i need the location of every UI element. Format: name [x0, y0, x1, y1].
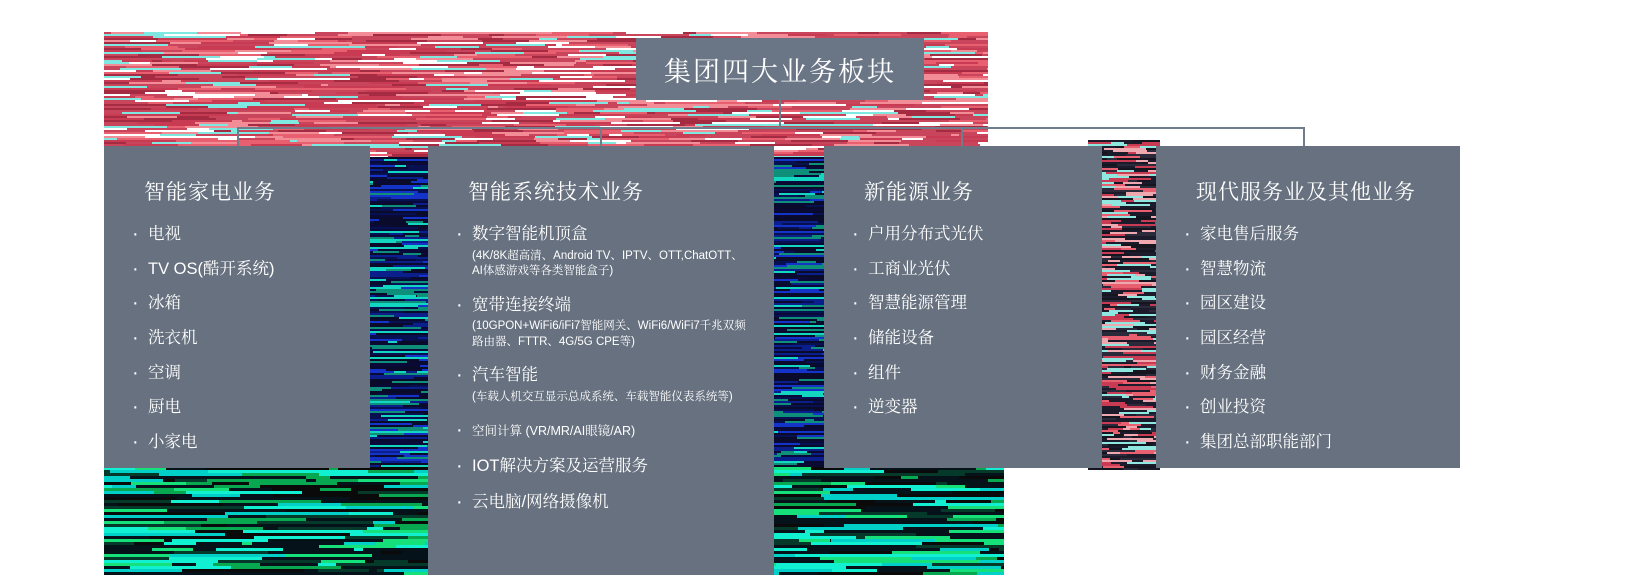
- list-item: [850, 293, 1076, 314]
- panel-heading: 新能源业务: [864, 181, 974, 204]
- list-item-label: 冰箱: [148, 294, 181, 313]
- list-item: [1182, 397, 1434, 418]
- connector-rail: [237, 127, 1305, 129]
- list-item-label: 园区经营: [1200, 328, 1266, 347]
- list-item: [1182, 293, 1434, 314]
- list-item-label: 电视: [148, 225, 181, 243]
- connector-branch-3: [961, 127, 963, 147]
- list-item: [454, 492, 748, 513]
- diagram-title-banner: [636, 38, 924, 100]
- panel-smart-appliances: [104, 146, 370, 468]
- list-item: [130, 224, 344, 245]
- panel-heading: 现代服务业及其他业务: [1196, 181, 1416, 204]
- list-item-label: 财务金融: [1200, 363, 1266, 382]
- list-item: [850, 363, 1076, 384]
- panel-modern-services: [1156, 146, 1460, 468]
- list-item: [130, 363, 344, 384]
- list-item: [454, 295, 748, 351]
- list-item: [130, 328, 344, 349]
- list-item: [454, 224, 748, 280]
- list-item-label: 小家电: [148, 432, 198, 451]
- list-item-label: TV OS(酷开系统): [148, 259, 275, 278]
- list-item-label: 储能设备: [868, 328, 934, 347]
- list-item-label: 工商业光伏: [868, 259, 951, 278]
- list-item-label: 洗衣机: [148, 328, 198, 347]
- panel-new-energy: [824, 146, 1102, 468]
- list-item-label: 空调: [148, 363, 181, 382]
- list-item: [1182, 328, 1434, 349]
- list-item: [850, 397, 1076, 418]
- list-item: [1182, 224, 1434, 245]
- list-item: [850, 328, 1076, 349]
- list-item: [1182, 259, 1434, 280]
- list-item-label: 厨电: [148, 398, 181, 417]
- list-item-detail: (10GPON+WiFi6/iFi7智能网关、WiFi6/WiFi7千兆双频路由器、FTTR、4G/5G CPE等): [472, 320, 746, 348]
- list-item-label: 汽车智能: [472, 366, 538, 385]
- connector-branch-4: [1303, 127, 1305, 147]
- list-item: [130, 432, 344, 453]
- list-item: [130, 259, 344, 280]
- list-item: [130, 397, 344, 418]
- list-item-label: 智慧能源管理: [868, 294, 967, 313]
- page-title: 集团四大业务板块: [664, 56, 896, 87]
- panel-item-list: [850, 224, 1076, 418]
- connector-branch-2: [600, 127, 602, 147]
- panel-item-list: [454, 224, 748, 512]
- list-item-label: 户用分布式光伏: [868, 225, 984, 243]
- list-item-label: 云电脑/网络摄像机: [472, 492, 609, 511]
- list-item: [1182, 363, 1434, 384]
- list-item: [454, 420, 748, 441]
- list-item: [130, 293, 344, 314]
- panel-item-list: [130, 224, 344, 452]
- list-item: [850, 224, 1076, 245]
- list-item-label: 宽带连接终端: [472, 295, 571, 314]
- list-item-detail: (车载人机交互显示总成系统、车载智能仪表系统等): [472, 390, 733, 403]
- list-item-label: IOT解决方案及运营服务: [472, 457, 648, 476]
- panel-heading: 智能系统技术业务: [468, 181, 644, 204]
- list-item-label: 智慧物流: [1200, 259, 1266, 278]
- list-item-label: 空间计算 (VR/MR/AI眼镜/AR): [472, 424, 636, 439]
- panel-item-list: [1182, 224, 1434, 452]
- panel-smart-system-tech: [428, 146, 774, 575]
- list-item: [1182, 432, 1434, 453]
- list-item: [454, 365, 748, 405]
- list-item-label: 园区建设: [1200, 294, 1266, 313]
- connector-stem: [779, 100, 781, 128]
- panel-heading: 智能家电业务: [144, 181, 276, 204]
- list-item-label: 逆变器: [868, 398, 918, 417]
- connector-branch-1: [237, 127, 239, 147]
- list-item-label: 家电售后服务: [1200, 225, 1299, 243]
- list-item: [850, 259, 1076, 280]
- list-item-detail: (4K/8K超高清、Android TV、IPTV、OTT,ChatOTT、AI体感游戏等各类智能盒子): [472, 249, 743, 278]
- list-item-label: 组件: [868, 363, 901, 382]
- list-item-label: 创业投资: [1200, 398, 1266, 417]
- list-item: [454, 456, 748, 477]
- list-item-label: 数字智能机顶盒: [472, 225, 588, 243]
- list-item-label: 集团总部职能部门: [1200, 432, 1332, 451]
